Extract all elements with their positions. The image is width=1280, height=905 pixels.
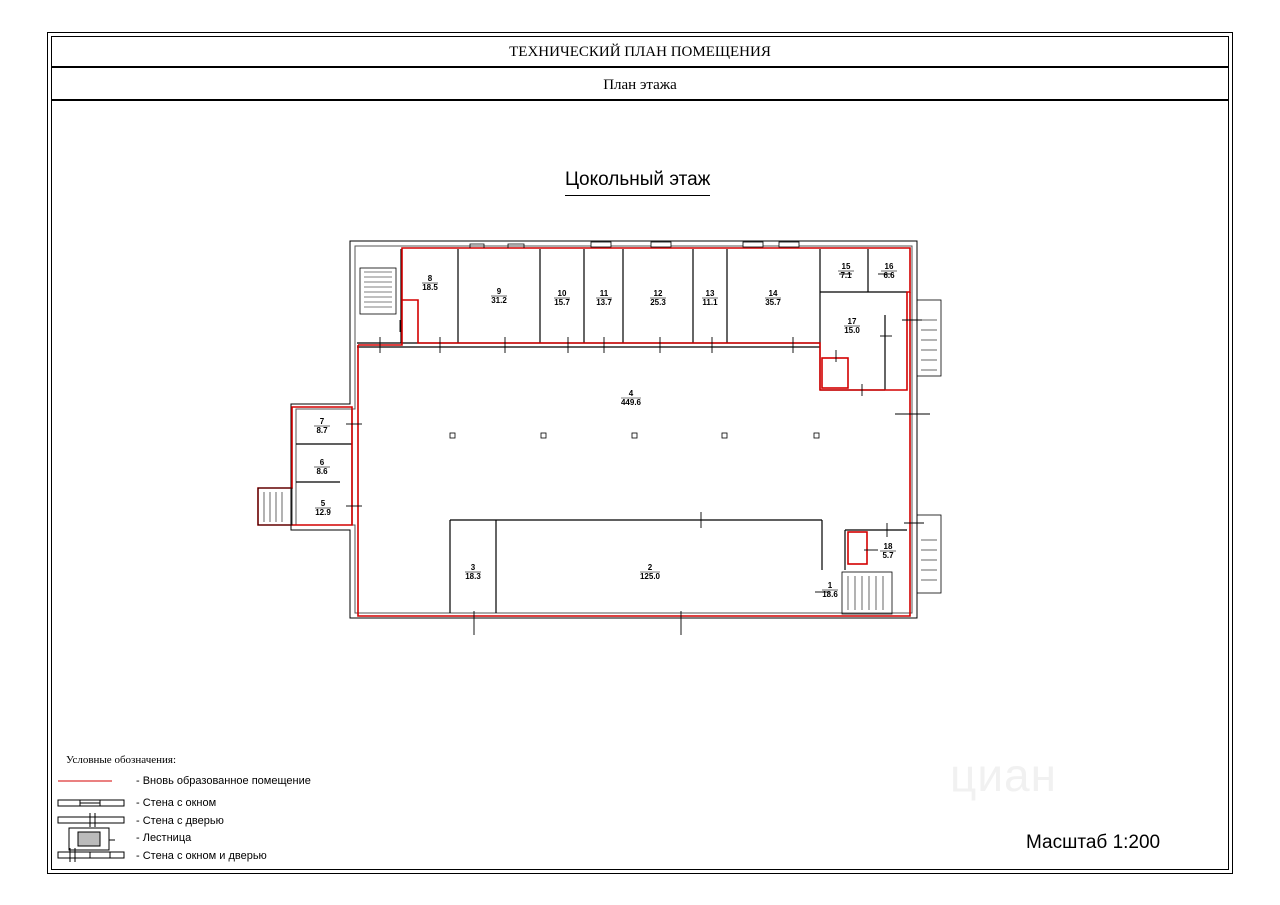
svg-text:8: 8: [427, 274, 433, 283]
svg-text:10: 10: [557, 289, 567, 298]
scale-label: Масштаб 1:200: [1026, 832, 1161, 853]
svg-text:17: 17: [847, 317, 857, 326]
room-label: [838, 262, 854, 280]
legend-item-wall-window-door: - Стена с окном и дверью: [136, 850, 267, 862]
room-label: [596, 289, 612, 307]
svg-text:11: 11: [599, 289, 609, 298]
legend-item-new-room: - Вновь образованное помещение: [136, 775, 311, 787]
svg-text:1: 1: [827, 581, 833, 590]
svg-text:15.7: 15.7: [554, 298, 570, 307]
svg-text:25.3: 25.3: [650, 298, 666, 307]
room-label: [650, 289, 666, 307]
room-label: [491, 287, 507, 305]
room-label: [621, 389, 642, 407]
sheet-title: ТЕХНИЧЕСКИЙ ПЛАН ПОМЕЩЕНИЯ: [51, 36, 1229, 68]
room-label: [465, 563, 481, 581]
svg-text:8.7: 8.7: [316, 426, 328, 435]
room-label: [822, 581, 838, 599]
room-label: [640, 563, 661, 581]
room-label: [422, 274, 438, 292]
legend-item-wall-window: - Стена с окном: [136, 797, 217, 809]
svg-text:5: 5: [320, 499, 326, 508]
legend-item-stairs: - Лестница: [136, 832, 192, 844]
svg-text:8.6: 8.6: [316, 467, 328, 476]
svg-text:9: 9: [496, 287, 502, 296]
svg-text:12.9: 12.9: [315, 508, 331, 517]
svg-text:15.0: 15.0: [844, 326, 860, 335]
stairs-icon: [69, 828, 115, 850]
column-marks: [450, 433, 819, 438]
svg-text:18.5: 18.5: [422, 283, 438, 292]
svg-text:2: 2: [647, 563, 653, 572]
svg-text:18.3: 18.3: [465, 572, 481, 581]
room-label: [880, 542, 896, 560]
svg-text:4: 4: [628, 389, 634, 398]
room-label: [702, 289, 718, 307]
svg-text:11.1: 11.1: [702, 298, 718, 307]
watermark-logo: циан: [950, 749, 1058, 801]
svg-text:16: 16: [884, 262, 894, 271]
room-label: [765, 289, 781, 307]
svg-text:18: 18: [883, 542, 893, 551]
svg-text:12: 12: [653, 289, 663, 298]
legend-item-wall-door: - Стена с дверью: [136, 815, 224, 827]
room-label: [314, 458, 330, 476]
stairs-icon: [258, 268, 941, 614]
svg-text:14: 14: [768, 289, 778, 298]
room-label: [881, 262, 897, 280]
sheet-subtitle: План этажа: [51, 70, 1229, 101]
room-label: [314, 417, 330, 435]
svg-text:35.7: 35.7: [765, 298, 781, 307]
room-label: [554, 289, 570, 307]
svg-text:449.6: 449.6: [620, 398, 642, 407]
svg-text:6.6: 6.6: [883, 271, 895, 280]
legend-title: Условные обозначения:: [66, 754, 177, 766]
floor-title: Цокольный этаж: [565, 169, 710, 196]
room-label: [315, 499, 331, 517]
svg-text:125.0: 125.0: [639, 572, 661, 581]
svg-text:31.2: 31.2: [491, 296, 507, 305]
door-marks: [346, 274, 930, 635]
svg-text:5.7: 5.7: [882, 551, 894, 560]
svg-text:13.7: 13.7: [596, 298, 612, 307]
svg-text:7: 7: [319, 417, 325, 426]
window-marks: [470, 242, 799, 248]
room-label: [844, 317, 860, 335]
legend-symbols: [58, 781, 124, 862]
svg-text:7.1: 7.1: [840, 271, 852, 280]
svg-text:18.6: 18.6: [822, 590, 838, 599]
svg-text:15: 15: [841, 262, 851, 271]
wall-door-icon: [58, 813, 124, 827]
wall-window-icon: [58, 800, 124, 806]
svg-text:6: 6: [319, 458, 325, 467]
svg-text:3: 3: [470, 563, 476, 572]
svg-text:13: 13: [705, 289, 715, 298]
